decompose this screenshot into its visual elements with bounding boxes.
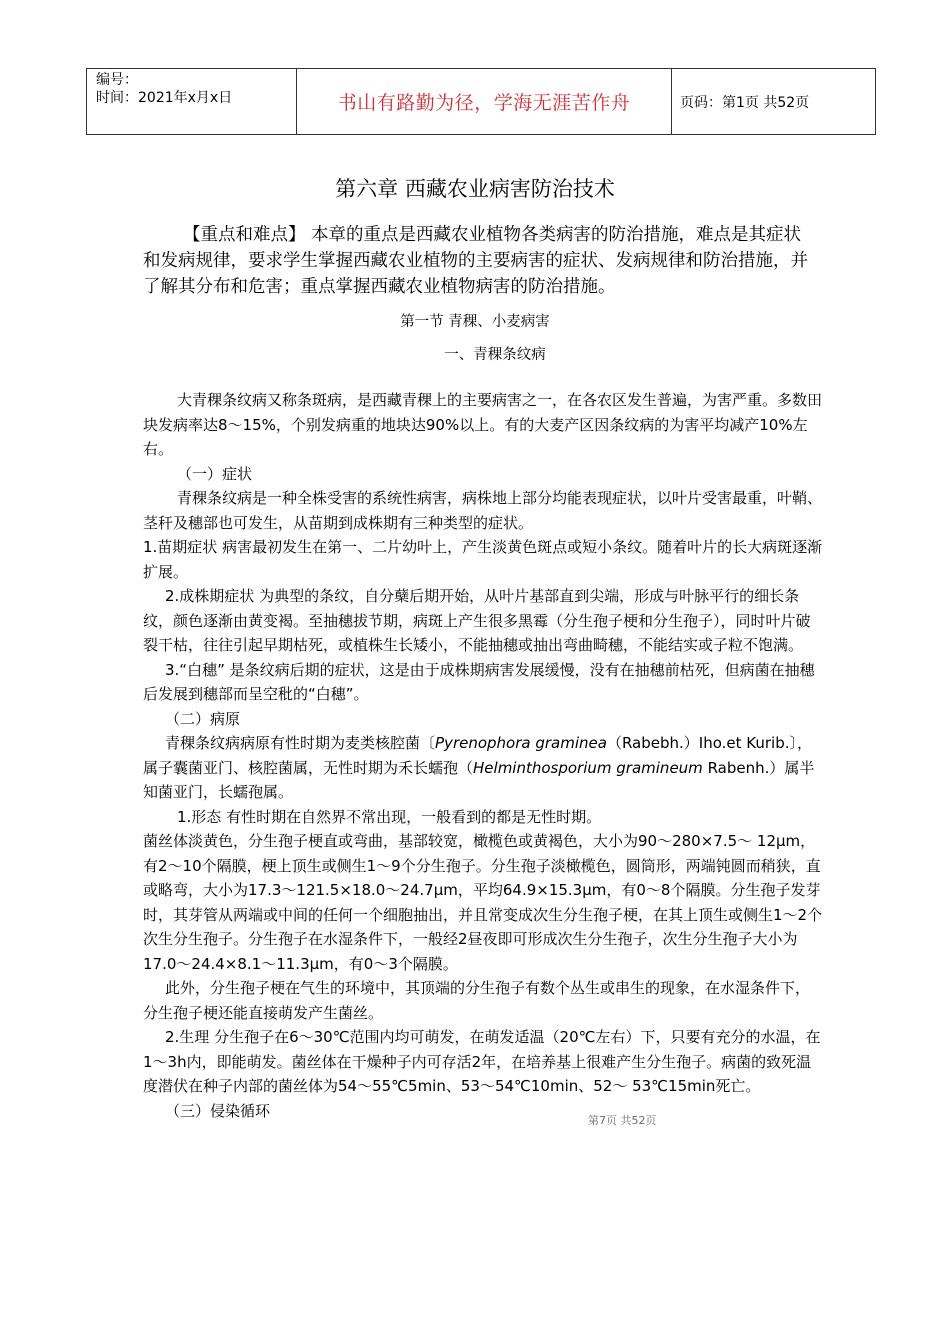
symptoms-paragraph: 青稞条纹病是一种全株受害的系统性病害，病株地上部分均能表现症状，以叶片受害最重，叶鞘、茎秆及穗部也可发生，从苗期到成株期有三种类型的症状。: [143, 489, 823, 532]
pathogen-text-c: Rabenh.）属半知菌亚门，长蠕孢属。: [143, 758, 815, 801]
time-label: 时间：2021年x月x日: [96, 90, 233, 106]
header-table: [86, 68, 876, 135]
seedling-paragraph: 1.苗期症状 病害最初发生在第一、二片幼叶上，产生淡黄色斑点或短小条纹。随着叶片的长大病斑逐渐扩展。: [143, 538, 823, 581]
adult-paragraph: 2.成株期症状 为典型的条纹，自分蘖后期开始，从叶片基部直到尖端，形成与叶脉平行的细长条纹，颜色逐渐由黄变褐。至抽穗拔节期，病斑上产生很多黑霉（分生孢子梗和分生孢子），同时叶片破裂干枯，往往引起早期枯死，或植株生长矮小，不能抽穗或抽出弯曲畸穗，不能结实或子粒不饱满。: [143, 587, 811, 654]
infection-heading: （三）侵染循环: [165, 1101, 271, 1120]
section-title: 第一节 青稞、小麦病害: [400, 314, 550, 330]
pathogen-scientific-name-2: Helminthosporium gramineum: [473, 758, 703, 777]
body-text: [143, 388, 823, 1123]
morphology-paragraph: 菌丝体淡黄色，分生孢子梗直或弯曲，基部较宽，橄榄色或黄褐色，大小为90～280×7.5～ 12μm，有2～10个隔膜，梗上顶生或侧生1～9个分生孢子。分生孢子淡橄榄色，圆筒形，两端钝圆而稍狭，直或略弯，大小为17.3～121.5×18.0～24.7μm，平均64.9×15.3μm，有0～8个隔膜。分生孢子发芽时，其芽管从两端或中间的任何一个细胞抽出，并且常变成次生分生孢子梗，在其上顶生或侧生1～2个次生分生孢子。分生孢子在水湿条件下，一般经2昼夜即可形成次生分生孢子，次生分生孢子大小为17.0～24.4×8.1～11.3μm，有0～3个隔膜。: [143, 832, 823, 973]
pathogen-heading: （二）病原: [165, 709, 241, 728]
symptoms-heading: （一）症状: [177, 464, 253, 483]
morphology-heading: 1.形态 有性时期在自然界不常出现，一般看到的都是无性时期。: [177, 807, 602, 826]
intro-paragraph: 大青稞条纹病又称条斑病，是西藏青稞上的主要病害之一，在各农区发生普遍，为害严重。多数田块发病率达8～15%，个别发病重的地块达90%以上。有的大麦产区因条纹病的为害平均减产10%左右。: [143, 391, 823, 458]
pathogen-paragraph: [143, 731, 823, 805]
key-points: 【重点和难点】 本章的重点是西藏农业植物各类病害的防治措施，难点是其症状和发病规律，要求学生掌握西藏农业植物的主要病害的症状、发病规律和防治措施，并了解其分布和危害；重点掌握西藏农业植物病害的防治措施。: [143, 225, 808, 297]
subsection-title: 一、青稞条纹病: [444, 347, 546, 363]
white-head-paragraph: 3.“白穗” 是条纹病后期的症状，这是由于成株期病害发展缓慢，没有在抽穗前枯死，但病菌在抽穗后发展到穗部而呈空秕的“白穗”。: [143, 660, 815, 703]
header-left-cell: [87, 69, 297, 135]
pathogen-scientific-name-1: Pyrenophora graminea: [435, 734, 607, 752]
pathogen-text-a: 青稞条纹病病原有性时期为麦类核腔菌〔: [165, 734, 436, 752]
pathogen-text-b: （Rabebh.）Iho.et Kurib.〕，属子囊菌亚门、核腔菌属，无性时期为禾长蠕孢（: [143, 734, 812, 777]
motto: 书山有路勤为径，学海无涯苦作舟: [297, 69, 672, 135]
conidiophore-paragraph: 此外，分生孢子梗在气生的环境中，其顶端的分生孢子有数个丛生或串生的现象，在水湿条件下，分生孢子梗还能直接萌发产生菌丝。: [143, 979, 811, 1022]
page-info: 页码：第1页 共52页: [672, 69, 876, 135]
chapter-title: 第六章 西藏农业病害防治技术: [335, 177, 615, 201]
code-label: 编号：: [96, 72, 138, 88]
overlay-page-number: 第7页 共52页: [588, 1114, 657, 1127]
physiology-paragraph: 2.生理 分生孢子在6～30℃范围内均可萌发，在萌发适温（20℃左右）下，只要有充分的水温，在1～3h内，即能萌发。菌丝体在干燥种子内可存活2年，在培养基上很难产生分生孢子。病菌的致死温度潜伏在种子内部的菌丝体为54～55℃5min、53～54℃10min、52～ 53℃15min死亡。: [143, 1028, 821, 1095]
